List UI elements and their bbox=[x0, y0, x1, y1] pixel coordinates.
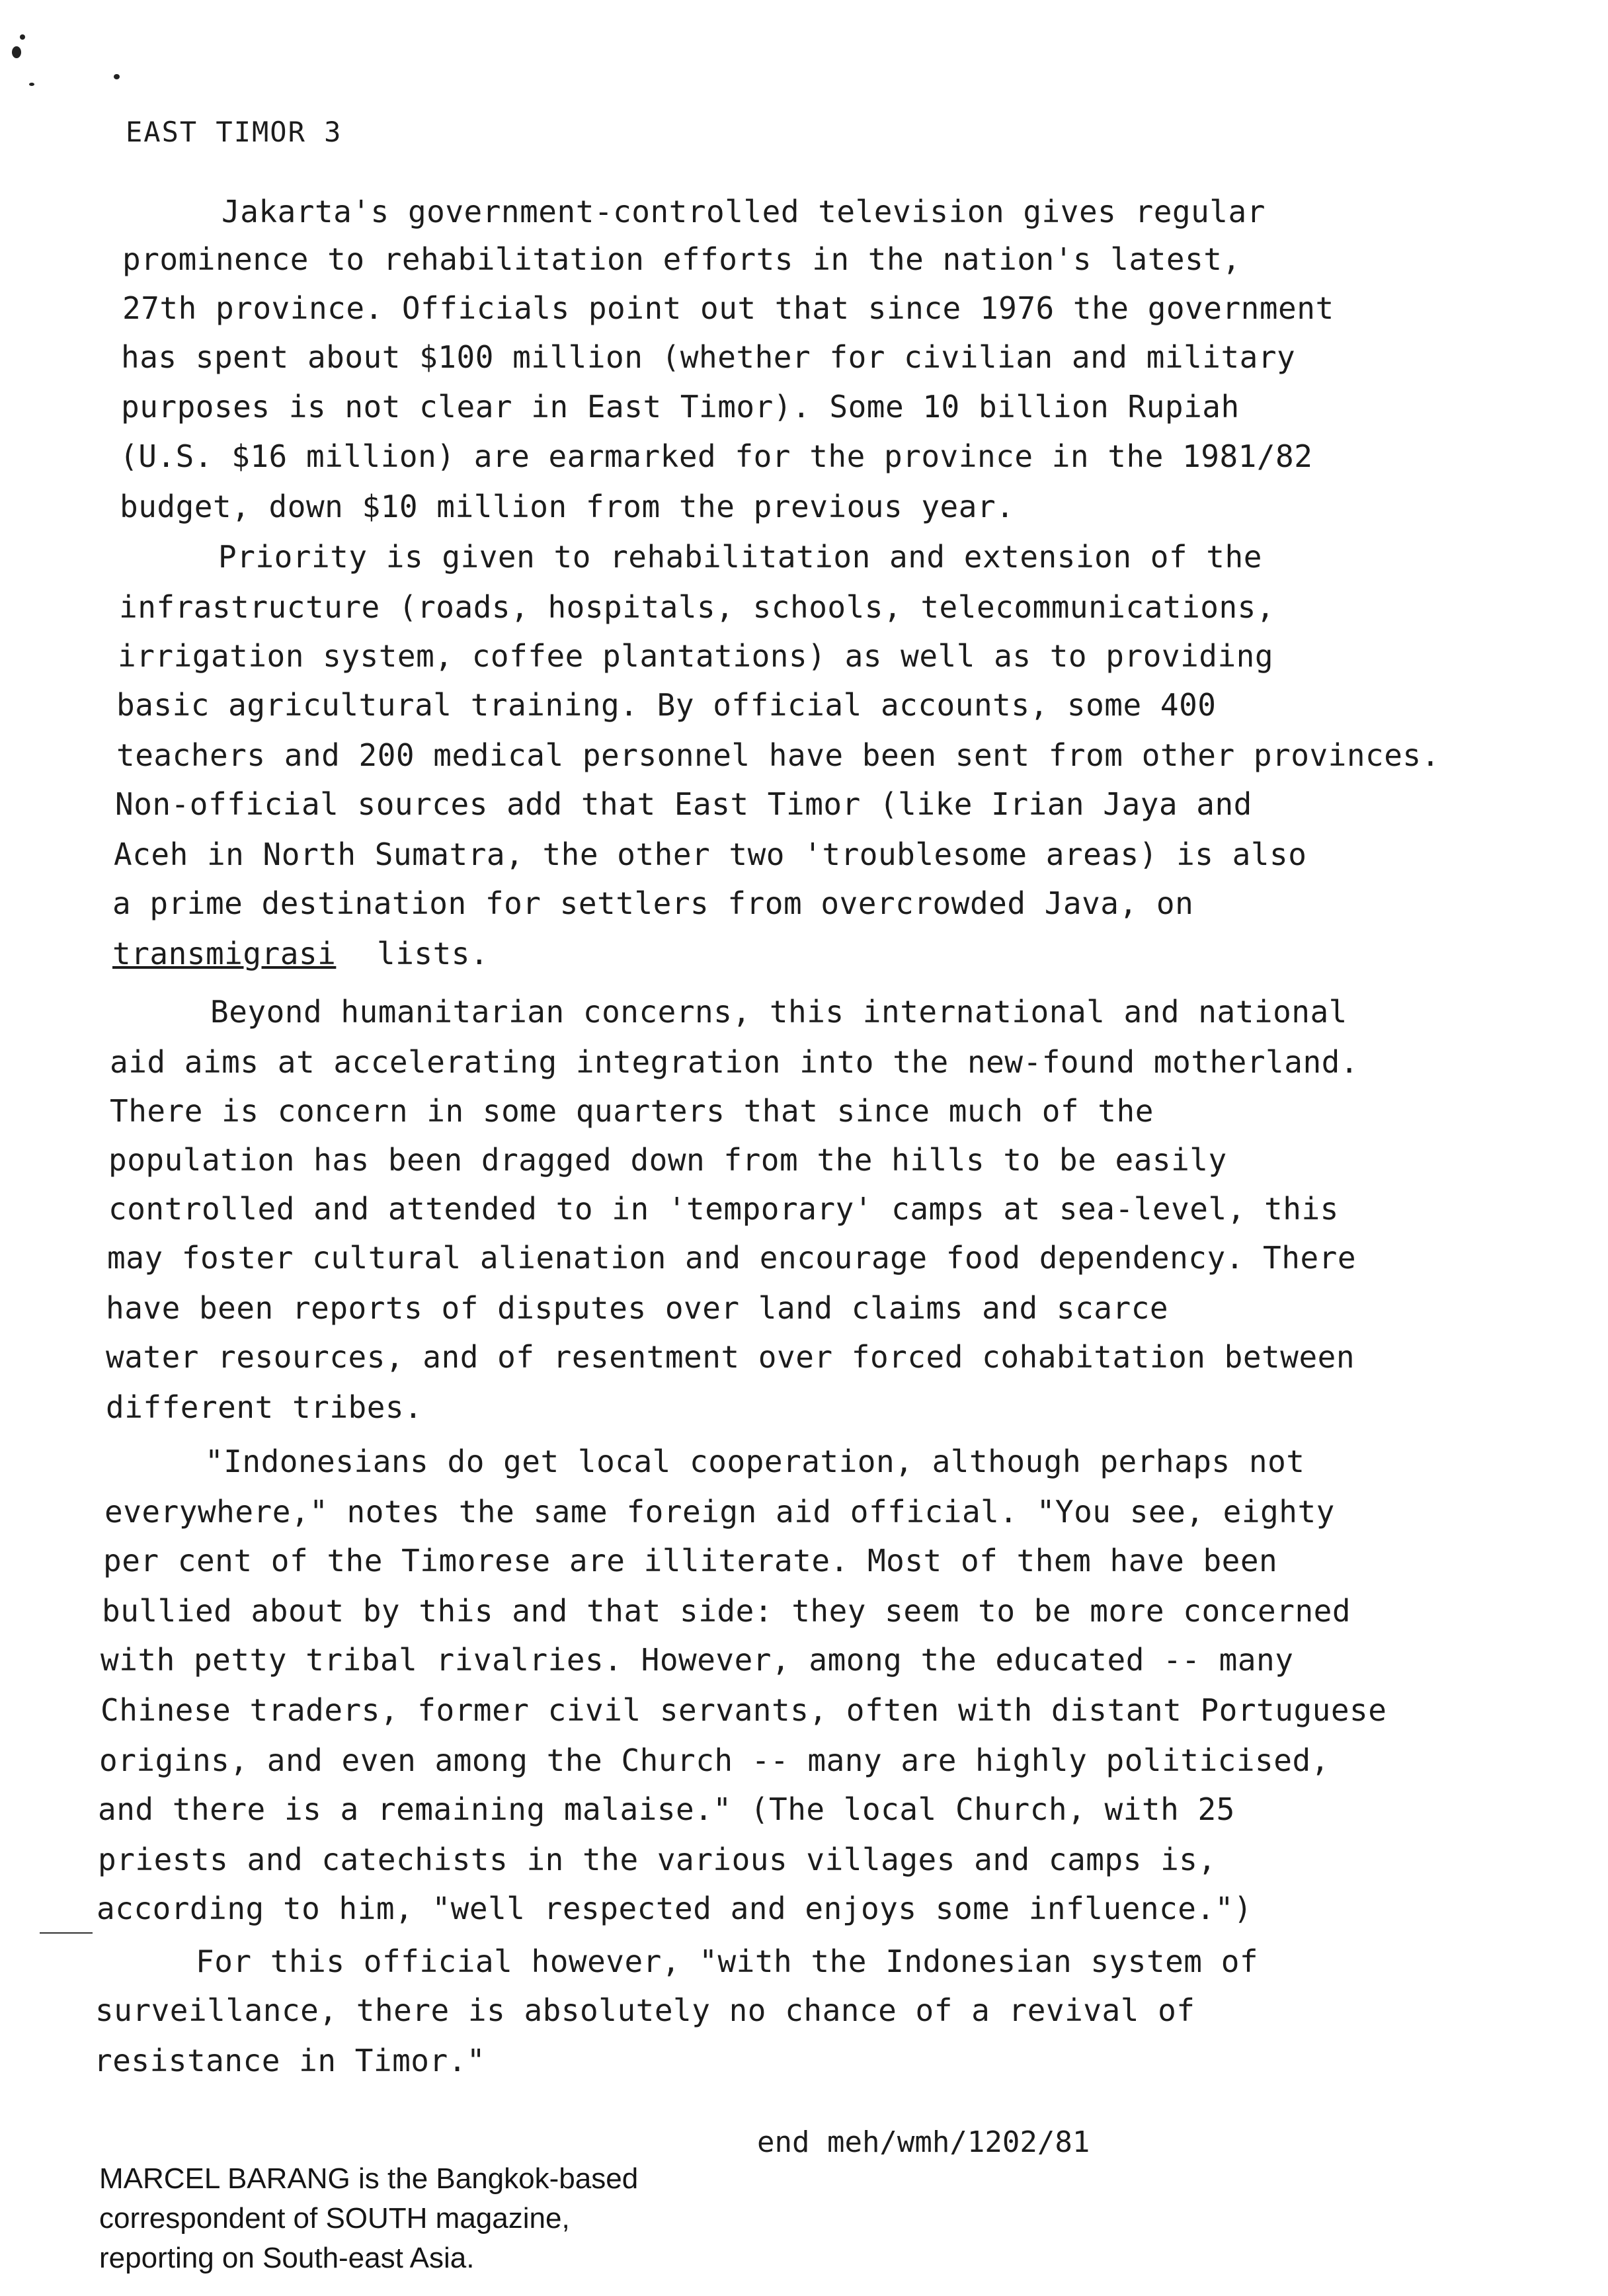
author-bio bbox=[99, 2159, 638, 2278]
text-line: For this official however, "with the Indonesian system of bbox=[196, 1944, 1259, 1979]
author-bio-line: MARCEL BARANG is the Bangkok-based bbox=[99, 2162, 639, 2195]
text-line: have been reports of disputes over land claims and scarce bbox=[106, 1290, 1169, 1326]
text-line: bullied about by this and that side: they seem to be more concerned bbox=[102, 1593, 1351, 1629]
text-line: lists. bbox=[377, 936, 489, 971]
text-line: and there is a remaining malaise." (The local Church, with 25 bbox=[98, 1791, 1235, 1827]
scan-speck bbox=[20, 34, 25, 40]
text-line: population has been dragged down from the hills to be easily bbox=[108, 1142, 1227, 1178]
scan-speck bbox=[29, 83, 34, 86]
text-line: water resources, and of resentment over forced cohabitation between bbox=[106, 1339, 1355, 1375]
text-line: irrigation system, coffee plantations) as well as to providing bbox=[118, 638, 1274, 674]
text-line: Chinese traders, former civil servants, often with distant Portuguese bbox=[100, 1692, 1387, 1728]
text-line: may foster cultural alienation and encourage food dependency. There bbox=[107, 1240, 1357, 1276]
text-line: everywhere," notes the same foreign aid official. "You see, eighty bbox=[104, 1494, 1335, 1530]
text-line: a prime destination for settlers from overcrowded Java, on bbox=[112, 885, 1194, 921]
author-bio-line: reporting on South-east Asia. bbox=[99, 2242, 475, 2274]
text-line: "Indonesians do get local cooperation, although perhaps not bbox=[205, 1444, 1305, 1479]
text-line: has spent about $100 million (whether for civilian and military bbox=[121, 339, 1296, 375]
text-line: with petty tribal rivalries. However, among the educated -- many bbox=[100, 1642, 1294, 1678]
author-bio-line: correspondent of SOUTH magazine, bbox=[99, 2202, 570, 2234]
text-line: Jakarta's government-controlled television gives regular bbox=[221, 194, 1266, 229]
text-line: surveillance, there is absolutely no chance of a revival of bbox=[95, 1992, 1195, 2028]
text-line: Aceh in North Sumatra, the other two 'troublesome areas) is also bbox=[114, 837, 1307, 872]
text-line: priests and catechists in the various villages and camps is, bbox=[98, 1842, 1217, 1877]
text-line: aid aims at accelerating integration into the new-found motherland. bbox=[110, 1044, 1359, 1080]
text-line: per cent of the Timorese are illiterate. Most of them have been bbox=[103, 1543, 1278, 1578]
text-line: origins, and even among the Church -- many are highly politicised, bbox=[99, 1742, 1330, 1778]
text-line: basic agricultural training. By official accounts, some 400 bbox=[116, 687, 1217, 723]
text-line: teachers and 200 medical personnel have been sent from other provinces. bbox=[116, 737, 1440, 773]
text-line: controlled and attended to in 'temporary' camps at sea-level, this bbox=[108, 1191, 1339, 1227]
text-line: according to him, "well respected and enjoys some influence.") bbox=[97, 1891, 1253, 1926]
text-line: There is concern in some quarters that since much of the bbox=[110, 1093, 1154, 1129]
text-line: prominence to rehabilitation efforts in the nation's latest, bbox=[122, 241, 1241, 277]
text-line: Priority is given to rehabilitation and extension of the bbox=[218, 539, 1262, 575]
text-line: purposes is not clear in East Timor). Some 10 billion Rupiah bbox=[121, 389, 1240, 425]
scan-speck bbox=[114, 74, 120, 79]
text-line: different tribes. bbox=[106, 1389, 423, 1425]
italic-term: transmigrasi bbox=[112, 936, 337, 971]
margin-mark bbox=[40, 1932, 93, 1934]
text-line: Non-official sources add that East Timor (like Irian Jaya and bbox=[115, 786, 1252, 822]
text-line: Beyond humanitarian concerns, this international and national bbox=[210, 994, 1347, 1030]
text-line: infrastructure (roads, hospitals, schools, telecommunications, bbox=[119, 589, 1275, 625]
sign-off: end meh/wmh/1202/81 bbox=[757, 2125, 1090, 2159]
text-line: 27th province. Officials point out that since 1976 the government bbox=[122, 290, 1334, 326]
scan-speck bbox=[12, 46, 21, 58]
document-heading: EAST TIMOR 3 bbox=[126, 116, 342, 148]
text-line: (U.S. $16 million) are earmarked for the province in the 1981/82 bbox=[120, 438, 1313, 474]
text-line: resistance in Timor." bbox=[94, 2043, 486, 2078]
text-line: budget, down $10 million from the previous year. bbox=[120, 489, 1015, 524]
